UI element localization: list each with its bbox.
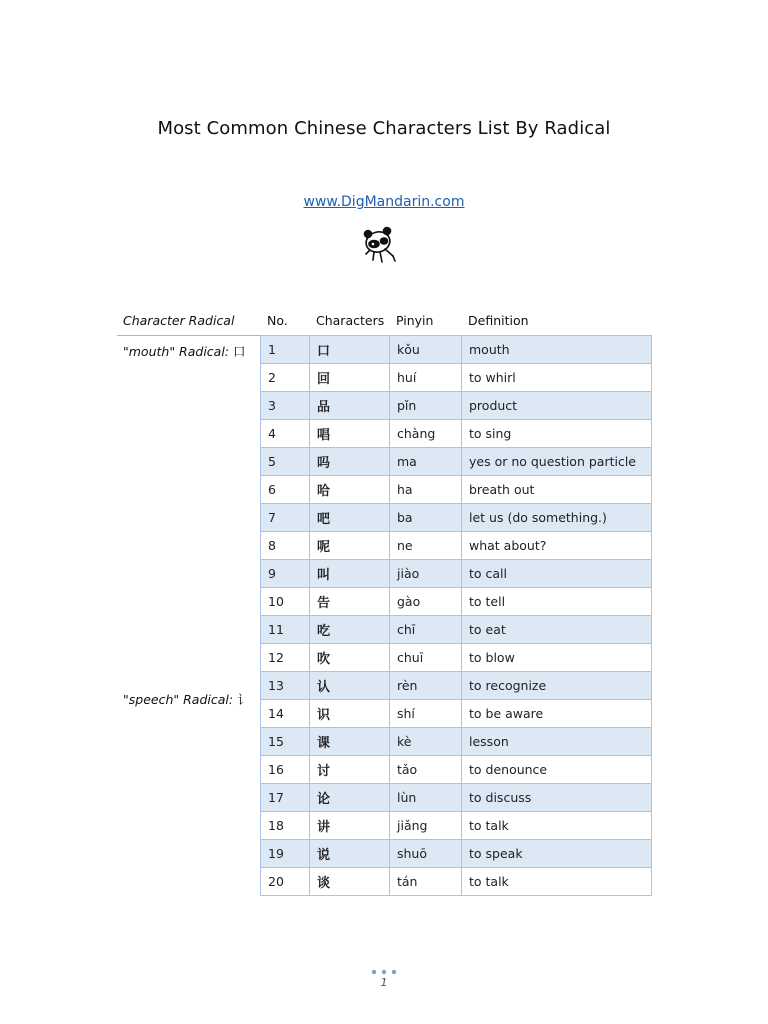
column-header-pinyin: Pinyin xyxy=(396,313,434,328)
cell-number: 6 xyxy=(261,476,310,504)
table-row xyxy=(261,476,652,504)
cell-definition: to discuss xyxy=(462,784,652,812)
table-row xyxy=(261,392,652,420)
table-row xyxy=(261,868,652,896)
table-row xyxy=(261,448,652,476)
cell-definition: to sing xyxy=(462,420,652,448)
cell-pinyin: chàng xyxy=(390,420,462,448)
cell-number: 19 xyxy=(261,840,310,868)
table-row xyxy=(261,728,652,756)
cell-number: 11 xyxy=(261,616,310,644)
cell-character: 吹 xyxy=(310,644,390,672)
cell-character: 口 xyxy=(310,336,390,364)
cell-pinyin: kè xyxy=(390,728,462,756)
radical-label-mouth xyxy=(123,342,246,360)
radical-char: 口 xyxy=(233,344,246,359)
table-row xyxy=(261,840,652,868)
cell-character: 品 xyxy=(310,392,390,420)
table-row xyxy=(261,812,652,840)
cell-character: 讲 xyxy=(310,812,390,840)
cell-pinyin: tǎo xyxy=(390,756,462,784)
cell-number: 7 xyxy=(261,504,310,532)
table-row xyxy=(261,504,652,532)
cell-definition: to denounce xyxy=(462,756,652,784)
cell-number: 13 xyxy=(261,672,310,700)
website-link[interactable]: www.DigMandarin.com xyxy=(303,194,465,210)
cell-number: 20 xyxy=(261,868,310,896)
cell-number: 16 xyxy=(261,756,310,784)
cell-definition: product xyxy=(462,392,652,420)
table-row xyxy=(261,560,652,588)
cell-pinyin: shuō xyxy=(390,840,462,868)
radical-label-speech xyxy=(123,690,250,708)
table-row xyxy=(261,756,652,784)
cell-pinyin: tán xyxy=(390,868,462,896)
column-header-no: No. xyxy=(267,313,288,328)
cell-definition: to recognize xyxy=(462,672,652,700)
table-row xyxy=(261,700,652,728)
cell-pinyin: ne xyxy=(390,532,462,560)
table-row xyxy=(261,616,652,644)
cell-definition: to tell xyxy=(462,588,652,616)
cell-definition: to be aware xyxy=(462,700,652,728)
cell-character: 叫 xyxy=(310,560,390,588)
radical-char: 讠 xyxy=(237,692,250,707)
cell-character: 唱 xyxy=(310,420,390,448)
cell-character: 说 xyxy=(310,840,390,868)
cell-pinyin: ba xyxy=(390,504,462,532)
table-row xyxy=(261,644,652,672)
page-dots-icon xyxy=(371,969,397,975)
cell-definition: to talk xyxy=(462,868,652,896)
cell-number: 5 xyxy=(261,448,310,476)
cell-pinyin: lùn xyxy=(390,784,462,812)
cell-definition: what about? xyxy=(462,532,652,560)
cell-pinyin: pǐn xyxy=(390,392,462,420)
cell-pinyin: ma xyxy=(390,448,462,476)
cell-definition: to talk xyxy=(462,812,652,840)
cell-character: 论 xyxy=(310,784,390,812)
header-rule xyxy=(117,335,260,336)
cell-pinyin: gào xyxy=(390,588,462,616)
cell-pinyin: rèn xyxy=(390,672,462,700)
cell-definition: yes or no question particle xyxy=(462,448,652,476)
panda-mascot-icon xyxy=(360,226,404,270)
cell-character: 吧 xyxy=(310,504,390,532)
cell-number: 10 xyxy=(261,588,310,616)
cell-definition: mouth xyxy=(462,336,652,364)
cell-definition: lesson xyxy=(462,728,652,756)
cell-number: 14 xyxy=(261,700,310,728)
cell-number: 15 xyxy=(261,728,310,756)
radical-label-text: "mouth" Radical: xyxy=(123,344,230,359)
cell-character: 谈 xyxy=(310,868,390,896)
cell-character: 课 xyxy=(310,728,390,756)
table-row xyxy=(261,588,652,616)
cell-character: 哈 xyxy=(310,476,390,504)
cell-pinyin: huí xyxy=(390,364,462,392)
cell-number: 1 xyxy=(261,336,310,364)
cell-definition: to eat xyxy=(462,616,652,644)
cell-number: 12 xyxy=(261,644,310,672)
cell-number: 18 xyxy=(261,812,310,840)
cell-character: 吗 xyxy=(310,448,390,476)
cell-pinyin: kǒu xyxy=(390,336,462,364)
table-row xyxy=(261,420,652,448)
cell-pinyin: jiǎng xyxy=(390,812,462,840)
cell-pinyin: chī xyxy=(390,616,462,644)
cell-number: 4 xyxy=(261,420,310,448)
cell-pinyin: jiào xyxy=(390,560,462,588)
cell-number: 17 xyxy=(261,784,310,812)
radical-label-text: "speech" Radical: xyxy=(123,692,234,707)
characters-table xyxy=(260,335,652,896)
table-row xyxy=(261,364,652,392)
cell-character: 认 xyxy=(310,672,390,700)
cell-number: 2 xyxy=(261,364,310,392)
cell-pinyin: chuī xyxy=(390,644,462,672)
table-row xyxy=(261,672,652,700)
cell-character: 讨 xyxy=(310,756,390,784)
page-title: Most Common Chinese Characters List By Radical xyxy=(157,118,611,139)
cell-character: 呢 xyxy=(310,532,390,560)
cell-definition: to call xyxy=(462,560,652,588)
cell-pinyin: ha xyxy=(390,476,462,504)
cell-character: 告 xyxy=(310,588,390,616)
cell-number: 8 xyxy=(261,532,310,560)
table-row xyxy=(261,336,652,364)
table-row xyxy=(261,532,652,560)
column-header-definition: Definition xyxy=(468,313,529,328)
cell-character: 识 xyxy=(310,700,390,728)
page-number: 1 xyxy=(380,976,388,989)
cell-definition: breath out xyxy=(462,476,652,504)
column-header-characters: Characters xyxy=(316,313,385,328)
table-row xyxy=(261,784,652,812)
cell-definition: to speak xyxy=(462,840,652,868)
cell-number: 9 xyxy=(261,560,310,588)
cell-number: 3 xyxy=(261,392,310,420)
cell-definition: to blow xyxy=(462,644,652,672)
cell-definition: to whirl xyxy=(462,364,652,392)
cell-character: 回 xyxy=(310,364,390,392)
cell-definition: let us (do something.) xyxy=(462,504,652,532)
cell-pinyin: shí xyxy=(390,700,462,728)
column-header-radical: Character Radical xyxy=(123,313,235,328)
cell-character: 吃 xyxy=(310,616,390,644)
